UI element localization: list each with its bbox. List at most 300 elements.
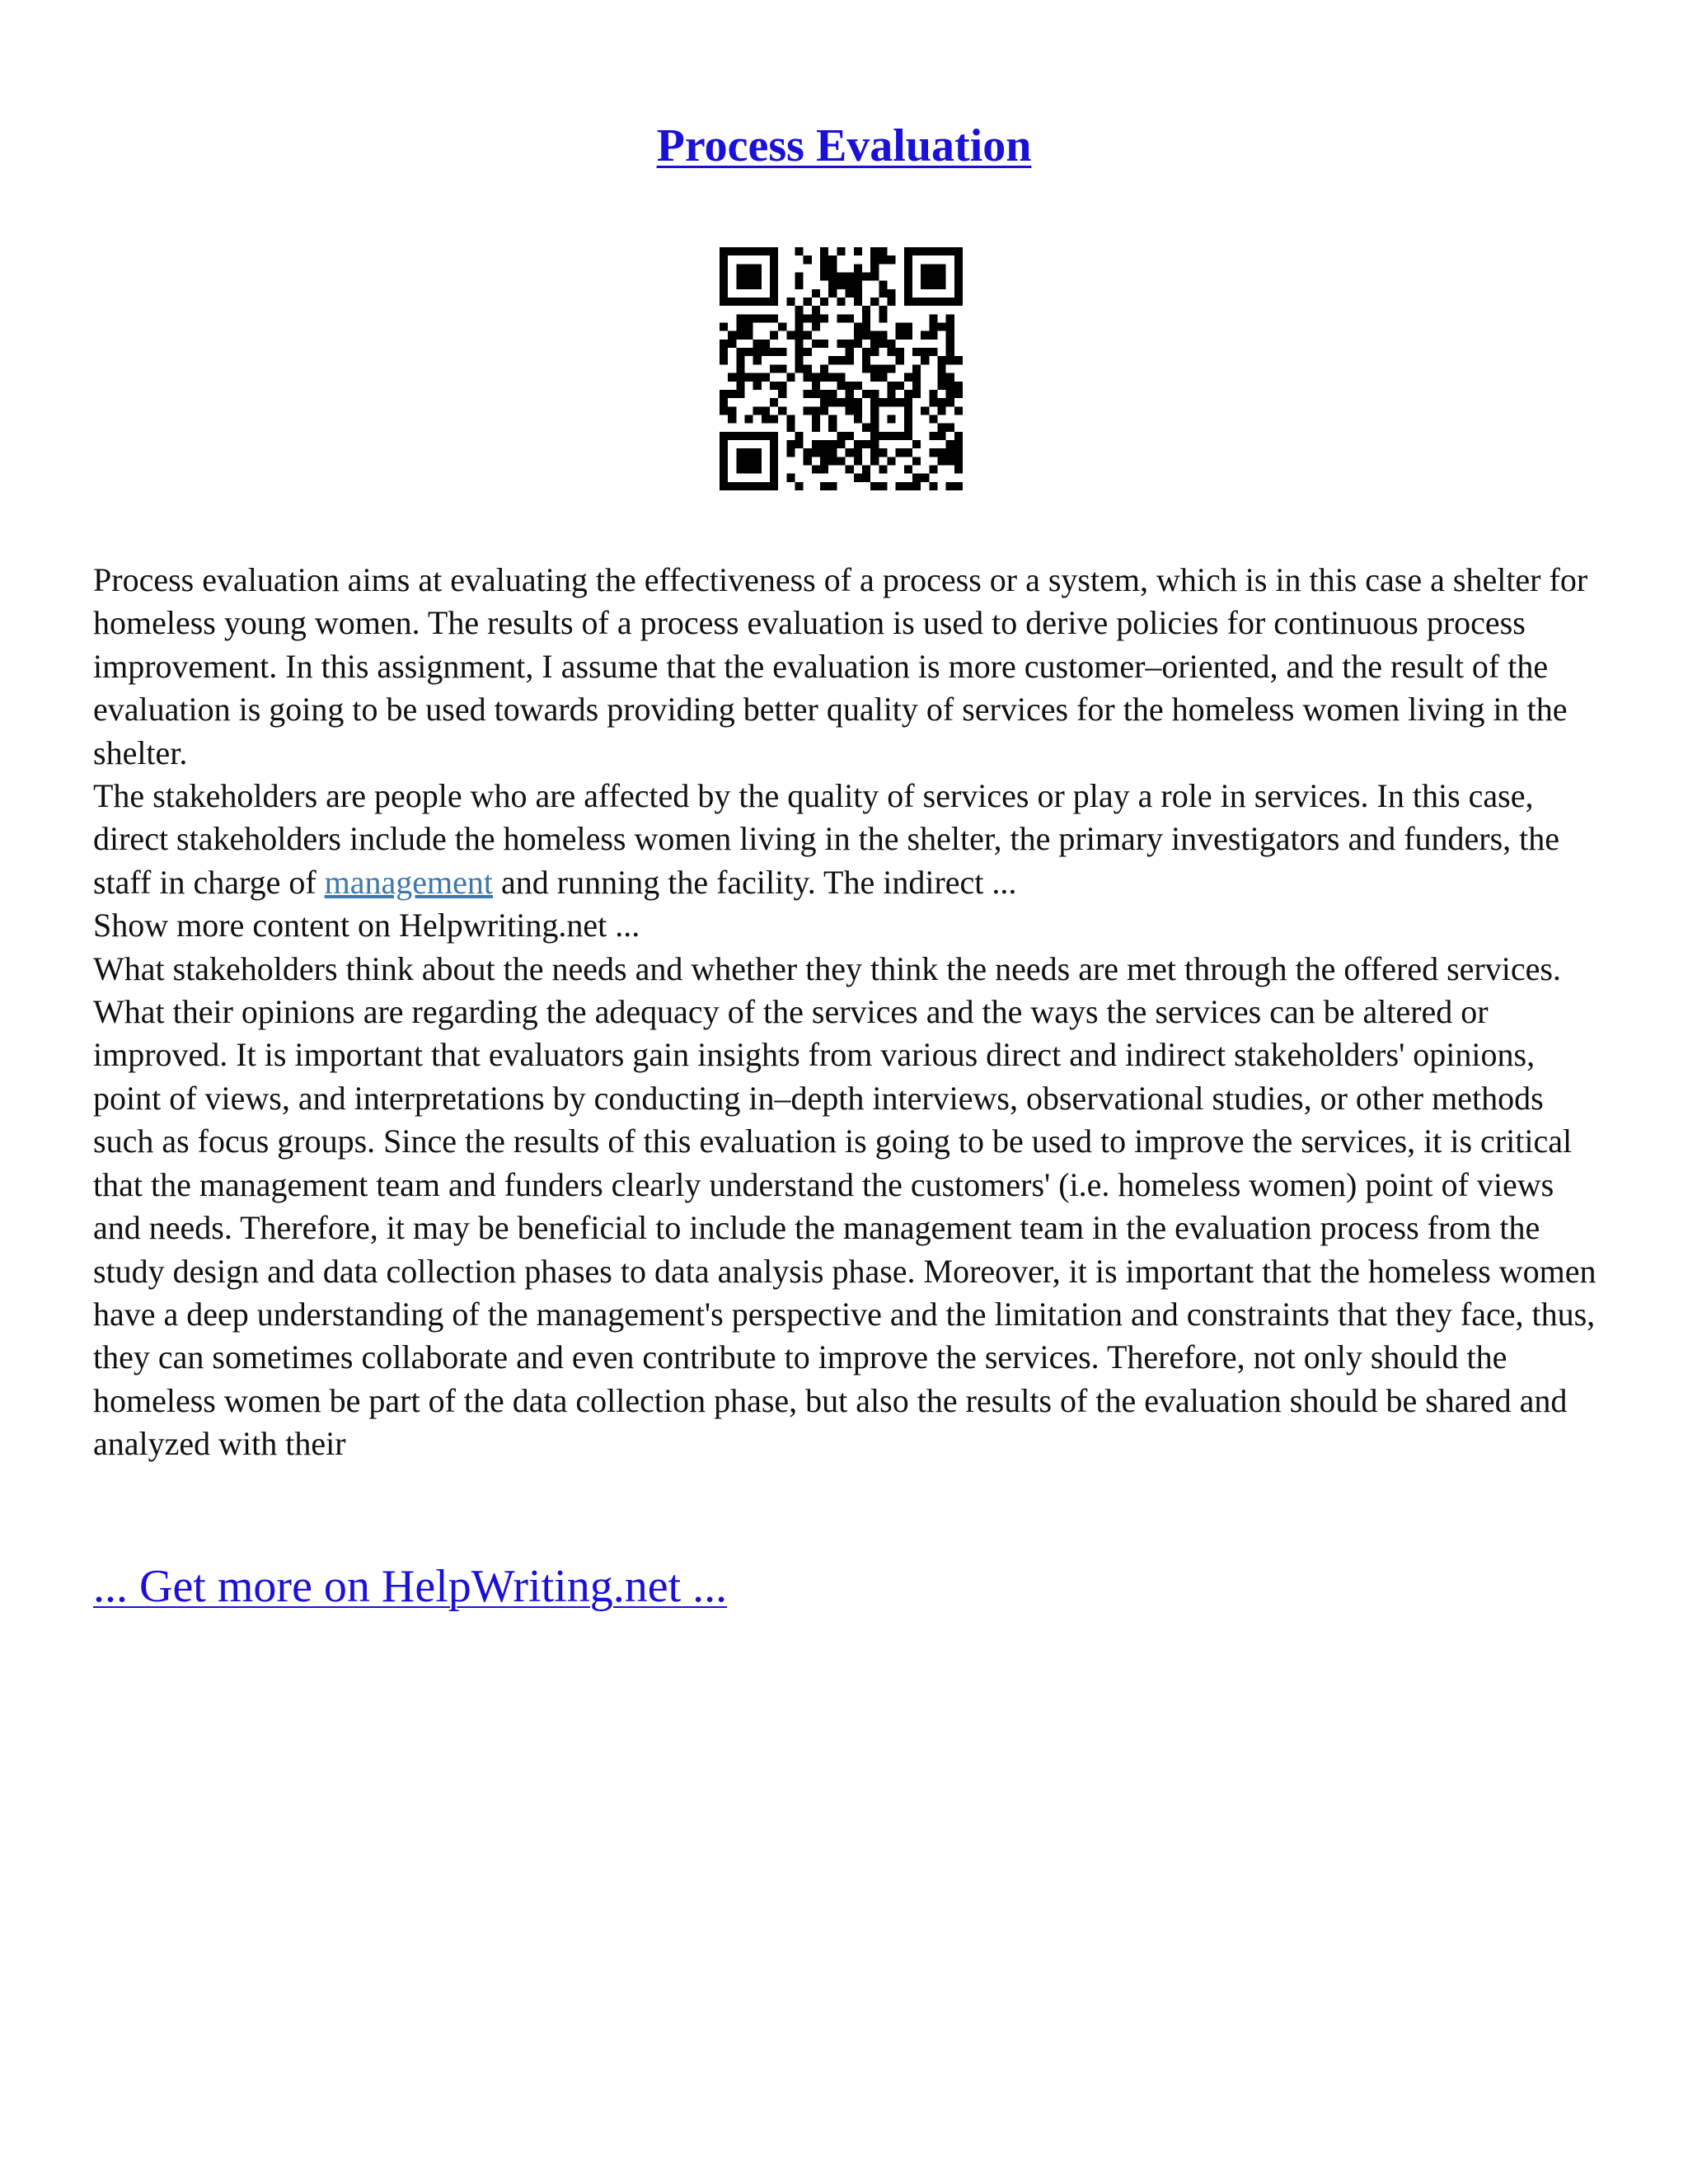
qr-module [820, 406, 828, 415]
qr-module [946, 323, 954, 331]
qr-module [870, 398, 879, 406]
qr-module [753, 348, 762, 356]
qr-module [745, 273, 753, 281]
paragraph-needs: What stakeholders think about the needs and whether they think the needs are met through the offered services. What their opinions are regarding the adequacy of the services and the ways the services can be altered or improved. It is important that evaluators gain insights from various direct and indirect stakeholders' opinions, point of views, and interpretations by conducting in–depth interviews, observational studies, or other methods such as focus groups. Since the results of this evaluation is going to be used to improve the services, it is critical that the management team and funders clearly understand the customers' (i.e. homeless women) point of views and needs. Therefore, it may be beneficial to include the management team in the evaluation process from the study design and data collection phases to data analysis phase. Moreover, it is important that the homeless women have a deep understanding of the management's perspective and the limitation and constraints that they face, thus, they can sometimes collaborate and even contribute to improve the services. Therefore, not only should the homeless women be part of the data collection phase, but also the results of the evaluation should be shared and analyzed with their [93, 949, 1597, 1463]
qr-module [846, 390, 854, 398]
qr-module [896, 348, 904, 356]
qr-module [753, 406, 762, 415]
qr-module [896, 331, 904, 340]
qr-module [720, 264, 728, 272]
qr-module [837, 432, 845, 440]
qr-module [778, 348, 786, 356]
qr-module [887, 382, 895, 390]
qr-module [887, 364, 895, 373]
qr-module [929, 398, 937, 406]
qr-module [862, 273, 870, 281]
qr-module [946, 482, 954, 490]
qr-module [820, 398, 828, 406]
qr-module [837, 373, 845, 382]
qr-module [820, 264, 828, 272]
qr-module [854, 323, 862, 331]
qr-module [770, 348, 778, 356]
qr-module [854, 457, 862, 465]
qr-module [846, 398, 854, 406]
qr-module [937, 398, 945, 406]
qr-module [837, 298, 845, 306]
qr-module [870, 364, 879, 373]
qr-module [912, 457, 921, 465]
paragraph-stakeholders-tail: and running the facility. The indirect ... [493, 863, 1017, 901]
qr-module [828, 373, 837, 382]
qr-module [745, 314, 753, 322]
qr-module [778, 382, 786, 390]
qr-module [870, 424, 879, 432]
qr-module [904, 424, 912, 432]
qr-module [837, 382, 845, 390]
qr-module [929, 415, 937, 423]
qr-module [720, 348, 728, 356]
qr-module [720, 482, 728, 490]
qr-module [904, 323, 912, 331]
qr-module [753, 247, 762, 255]
qr-module [929, 247, 937, 255]
qr-module [828, 255, 837, 264]
qr-module [904, 264, 912, 272]
qr-module [896, 432, 904, 440]
qr-module [879, 398, 887, 406]
qr-module [762, 314, 770, 322]
qr-module [728, 415, 736, 423]
qr-module [720, 247, 728, 255]
qr-module [753, 457, 762, 465]
qr-module [912, 390, 921, 398]
qr-module [879, 255, 887, 264]
qr-module [786, 373, 795, 382]
qr-module [745, 298, 753, 306]
qr-module [921, 281, 929, 289]
qr-module [728, 247, 736, 255]
qr-module [753, 465, 762, 473]
qr-module [828, 289, 837, 298]
qr-module [812, 289, 820, 298]
show-more-text: Show more content on Helpwriting.net ... [93, 907, 640, 944]
qr-module [770, 382, 778, 390]
qr-module [837, 273, 845, 281]
qr-module [812, 415, 820, 423]
qr-module [954, 289, 963, 298]
qr-module [770, 448, 778, 457]
qr-module [762, 432, 770, 440]
qr-module [912, 482, 921, 490]
qr-module [795, 440, 804, 448]
qr-module [929, 314, 937, 322]
qr-module [887, 340, 895, 348]
management-link[interactable]: management [324, 863, 494, 901]
qr-module [745, 264, 753, 272]
qr-module [929, 331, 937, 340]
qr-module [937, 356, 945, 364]
qr-module [912, 298, 921, 306]
qr-module [828, 457, 837, 465]
qr-module [954, 390, 963, 398]
qr-module [770, 415, 778, 423]
qr-module [846, 382, 854, 390]
qr-module [770, 264, 778, 272]
qr-module [854, 382, 862, 390]
qr-module [912, 382, 921, 390]
qr-module [728, 298, 736, 306]
qr-module [946, 314, 954, 322]
qr-module [929, 348, 937, 356]
qr-module [736, 432, 744, 440]
qr-module [937, 448, 945, 457]
qr-module [745, 465, 753, 473]
qr-module [912, 373, 921, 382]
qr-module [762, 348, 770, 356]
qr-module [753, 273, 762, 281]
qr-module [862, 331, 870, 340]
qr-module [812, 465, 820, 473]
qr-module [879, 314, 887, 322]
qr-module [837, 356, 845, 364]
qr-module [804, 331, 812, 340]
qr-module [778, 390, 786, 398]
get-more-link[interactable]: ... Get more on HelpWriting.net ... [93, 1561, 728, 1612]
qr-module [937, 364, 945, 373]
qr-module [770, 298, 778, 306]
qr-module [745, 331, 753, 340]
qr-module [728, 432, 736, 440]
qr-module [954, 465, 963, 473]
qr-module [720, 289, 728, 298]
qr-module [828, 415, 837, 423]
qr-module [954, 382, 963, 390]
qr-module [954, 432, 963, 440]
qr-module [879, 281, 887, 289]
qr-module [946, 247, 954, 255]
qr-module [954, 281, 963, 289]
qr-module [736, 323, 744, 331]
qr-module [812, 382, 820, 390]
qr-module [728, 331, 736, 340]
qr-module [753, 432, 762, 440]
qr-module [904, 331, 912, 340]
qr-module [820, 482, 828, 490]
qr-module [786, 331, 795, 340]
qr-module [912, 348, 921, 356]
qr-module [870, 273, 879, 281]
qr-module [786, 298, 795, 306]
qr-module [786, 415, 795, 423]
qr-module [904, 390, 912, 398]
qr-module [770, 465, 778, 473]
qr-module [804, 390, 812, 398]
qr-module [879, 340, 887, 348]
qr-module [770, 398, 778, 406]
qr-module [837, 314, 845, 322]
qr-module [921, 273, 929, 281]
qr-module [870, 432, 879, 440]
qr-module [946, 440, 954, 448]
qr-module [912, 474, 921, 482]
qr-module [720, 474, 728, 482]
qr-module [879, 465, 887, 473]
page-title [0, 114, 1688, 178]
qr-module [795, 247, 804, 255]
qr-module [870, 406, 879, 415]
qr-module [887, 390, 895, 398]
qr-module [954, 457, 963, 465]
qr-module [804, 457, 812, 465]
qr-module [887, 398, 895, 406]
paragraph-stakeholders [93, 775, 1601, 904]
qr-module [870, 340, 879, 348]
qr-module [720, 457, 728, 465]
qr-module [720, 356, 728, 364]
qr-module [929, 298, 937, 306]
qr-module [870, 348, 879, 356]
qr-module [786, 440, 795, 448]
qr-module [921, 348, 929, 356]
qr-module [804, 364, 812, 373]
qr-module [770, 440, 778, 448]
qr-module [854, 289, 862, 298]
qr-module [896, 482, 904, 490]
qr-module [896, 448, 904, 457]
qr-module [946, 340, 954, 348]
qr-module [854, 448, 862, 457]
paragraph-intro: Process evaluation aims at evaluating the effectiveness of a process or a system, which is in this case a shelter for homeless young women. The results of a process evaluation is used to derive policies for continuous process improvement. In this assignment, I assume that the evaluation is more customer–oriented, and the result of the evaluation is going to be used towards providing better quality of services for the homeless women living in the shelter. [93, 561, 1588, 771]
qr-module [770, 255, 778, 264]
qr-module [736, 264, 744, 272]
qr-module [904, 415, 912, 423]
qr-module [812, 314, 820, 322]
qr-module [778, 323, 786, 331]
title-link[interactable]: Process Evaluation [656, 120, 1032, 171]
qr-module [937, 424, 945, 432]
qr-module [736, 457, 744, 465]
qr-module [795, 331, 804, 340]
qr-module [812, 340, 820, 348]
qr-module [929, 281, 937, 289]
qr-module [854, 398, 862, 406]
qr-module [846, 432, 854, 440]
qr-module [795, 364, 804, 373]
qr-module [795, 348, 804, 356]
qr-module [862, 314, 870, 322]
qr-module [854, 298, 862, 306]
qr-module [736, 356, 744, 364]
qr-module [879, 331, 887, 340]
qr-module [762, 482, 770, 490]
qr-module [753, 340, 762, 348]
qr-module [954, 440, 963, 448]
qr-module [812, 440, 820, 448]
qr-module [720, 255, 728, 264]
qr-module [854, 273, 862, 281]
qr-module [820, 390, 828, 398]
qr-module [862, 440, 870, 448]
qr-module [870, 255, 879, 264]
qr-module [795, 306, 804, 314]
qr-module [795, 482, 804, 490]
qr-module [720, 390, 728, 398]
qr-module [929, 264, 937, 272]
qr-module [904, 465, 912, 473]
qr-module [736, 465, 744, 473]
qr-module [804, 373, 812, 382]
qr-module [804, 406, 812, 415]
paragraph-stakeholders-text: The stakeholders are people who are affected by the quality of services or play a role in services. In this case, direct stakeholders include the homeless women living in the shelter, the primary investigators and funders, the staff in charge of [93, 777, 1560, 901]
qr-module [946, 457, 954, 465]
qr-module [820, 298, 828, 306]
qr-module [753, 264, 762, 272]
qr-module [954, 406, 963, 415]
qr-module [820, 373, 828, 382]
qr-module [870, 298, 879, 306]
qr-module [929, 448, 937, 457]
qr-module [820, 440, 828, 448]
qr-module [736, 273, 744, 281]
qr-module [828, 264, 837, 272]
qr-module [954, 448, 963, 457]
qr-module [770, 364, 778, 373]
qr-module [904, 247, 912, 255]
qr-module [887, 457, 895, 465]
qr-module [795, 281, 804, 289]
qr-module [937, 406, 945, 415]
qr-module [879, 448, 887, 457]
qr-module [728, 340, 736, 348]
qr-module [904, 255, 912, 264]
qr-module [846, 314, 854, 322]
qr-module [887, 255, 895, 264]
qr-module [954, 273, 963, 281]
qr-module [720, 465, 728, 473]
qr-module [846, 340, 854, 348]
qr-module [745, 432, 753, 440]
qr-module [879, 364, 887, 373]
qr-module [736, 373, 744, 382]
qr-module [786, 474, 795, 482]
qr-module [828, 356, 837, 364]
qr-module [762, 247, 770, 255]
qr-module [804, 448, 812, 457]
qr-module [937, 323, 945, 331]
qr-module [837, 457, 845, 465]
qr-module [745, 281, 753, 289]
qr-module [846, 406, 854, 415]
qr-module [879, 432, 887, 440]
qr-module [812, 424, 820, 432]
qr-module [837, 281, 845, 289]
qr-module [921, 298, 929, 306]
qr-module [870, 247, 879, 255]
qr-module [837, 247, 845, 255]
qr-module [745, 247, 753, 255]
qr-module [946, 448, 954, 457]
qr-module [921, 247, 929, 255]
qr-module [812, 373, 820, 382]
qr-module [862, 356, 870, 364]
qr-module [946, 331, 954, 340]
qr-module [770, 432, 778, 440]
qr-module [854, 340, 862, 348]
qr-module [736, 482, 744, 490]
qr-module [937, 432, 945, 440]
qr-module [946, 356, 954, 364]
qr-module [937, 382, 945, 390]
qr-module [904, 273, 912, 281]
qr-module [720, 406, 728, 415]
qr-module [879, 247, 887, 255]
qr-module [795, 356, 804, 364]
qr-module [728, 390, 736, 398]
qr-module [854, 247, 862, 255]
qr-module [720, 448, 728, 457]
qr-module [804, 255, 812, 264]
qr-module [846, 465, 854, 473]
qr-module [946, 398, 954, 406]
qr-module [828, 281, 837, 289]
qr-module [846, 356, 854, 364]
qr-module [720, 398, 728, 406]
qr-module [720, 432, 728, 440]
qr-module [854, 406, 862, 415]
qr-module [904, 373, 912, 382]
qr-module [795, 273, 804, 281]
qr-module [828, 440, 837, 448]
qr-module [812, 323, 820, 331]
qr-module [846, 273, 854, 281]
qr-module [954, 247, 963, 255]
qr-module [736, 348, 744, 356]
qr-module [946, 298, 954, 306]
qr-module [954, 264, 963, 272]
qr-module [736, 298, 744, 306]
qr-module [736, 382, 744, 390]
qr-module [870, 482, 879, 490]
qr-module [770, 482, 778, 490]
qr-module [804, 348, 812, 356]
qr-module [929, 432, 937, 440]
qr-module [854, 264, 862, 272]
qr-module [946, 390, 954, 398]
qr-module [862, 465, 870, 473]
qr-module [896, 356, 904, 364]
qr-module [896, 323, 904, 331]
qr-module [736, 448, 744, 457]
qr-module [820, 448, 828, 457]
qr-module [720, 440, 728, 448]
qr-module [770, 281, 778, 289]
qr-module [946, 373, 954, 382]
qr-module [954, 298, 963, 306]
qr-module [846, 281, 854, 289]
qr-module [720, 273, 728, 281]
qr-module [762, 406, 770, 415]
qr-module [929, 323, 937, 331]
qr-module [820, 255, 828, 264]
qr-module [795, 432, 804, 440]
qr-module [795, 340, 804, 348]
qr-module [954, 356, 963, 364]
qr-module [937, 457, 945, 465]
qr-module [762, 373, 770, 382]
qr-module [879, 306, 887, 314]
qr-module [745, 457, 753, 465]
qr-module [820, 247, 828, 255]
